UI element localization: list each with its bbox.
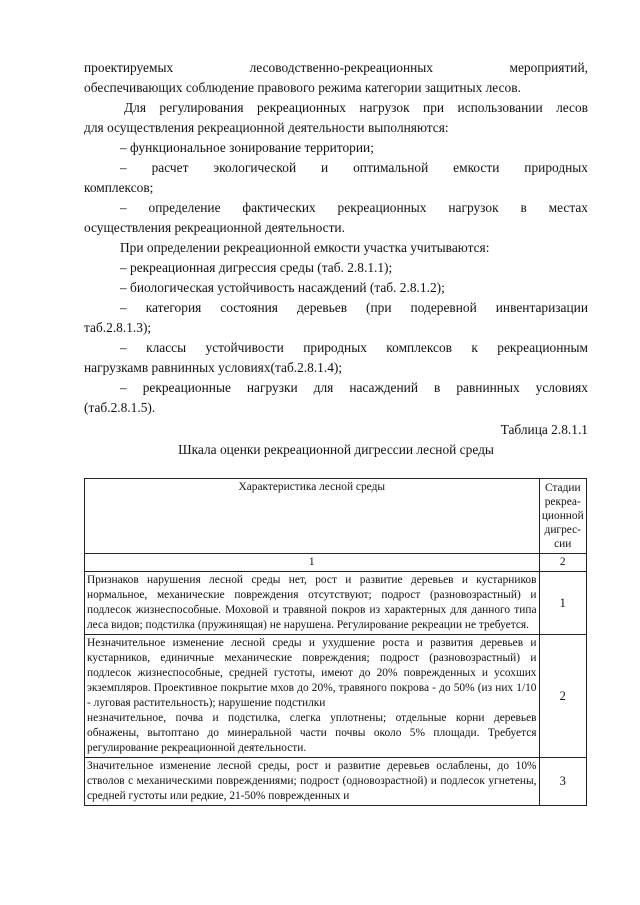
table-row <box>85 758 587 806</box>
list-item-classes-line-1: – классы устойчивости природных комплексов к рекреационным <box>120 340 588 355</box>
list-item-classes-line-2: нагрузкамв равнинных условиях(таб.2.8.1.4); <box>84 360 343 375</box>
stage-cell: 1 <box>539 572 586 635</box>
list-item-zoning: – функциональное зонирование территории; <box>120 140 374 155</box>
column-number-2: 2 <box>539 554 586 572</box>
list-item-stands-line-2: (таб.2.8.1.5). <box>84 400 156 415</box>
characteristic-cell: Значительное изменение лесной среды, рост и развитие деревьев ослаблены, до 10% стволов с механическими повреждениями; подрост (одновозрастной) и подлесок угнетены, средней густоты или редкие, 21-50% поврежденных и <box>85 758 540 806</box>
list-item-capacity-line-1: – расчет экологической и оптимальной емкости природных <box>120 160 588 175</box>
intro-line-1: проектируемых лесоводственно-рекреационных мероприятий, <box>84 60 588 75</box>
stage-cell: 2 <box>539 635 586 758</box>
capacity-paragraph: При определении рекреационной емкости участка учитываются: <box>120 240 490 255</box>
header-digression-stage: Стадии рекреа-ционной дигрес-сии <box>539 479 586 554</box>
digression-table <box>84 478 587 806</box>
list-item-trees-line-1: – категория состояния деревьев (при подеревной инвентаризации <box>120 300 588 315</box>
characteristic-cell: Признаков нарушения лесной среды нет, рост и развитие деревьев и кустарников нормальное, механические повреждения отсутствуют; подрост (разновозрастный) и подлесок жизнеспособные. Моховой и травяной покров из характерных для данного типа леса видов; подстилка (пружинящая) не нарушена. Регулирование рекреации не требуется. <box>85 572 540 635</box>
list-item-bio: – биологическая устойчивость насаждений (таб. 2.8.1.2); <box>120 280 445 295</box>
intro-line-2: обеспечивающих соблюдение правового режима категории защитных лесов. <box>84 80 521 95</box>
regulation-paragraph-line-1: Для регулирования рекреационных нагрузок при использовании лесов <box>124 100 588 115</box>
list-item-stands-line-1: – рекреационные нагрузки для насаждений в равнинных условиях <box>120 380 588 395</box>
list-item-capacity-line-2: комплексов; <box>84 180 154 195</box>
column-number-1: 1 <box>85 554 540 572</box>
list-item-loads-line-1: – определение фактических рекреационных нагрузок в местах <box>120 200 588 215</box>
table-label: Таблица 2.8.1.1 <box>500 422 588 437</box>
header-forest-characteristic: Характеристика лесной среды <box>85 479 540 554</box>
list-item-digression: – рекреационная дигрессия среды (таб. 2.8.1.1); <box>120 260 393 275</box>
column-number-row <box>85 554 587 572</box>
table-title: Шкала оценки рекреационной дигрессии лесной среды <box>178 442 494 457</box>
table-row <box>85 572 587 635</box>
table-header-row <box>85 479 587 554</box>
document-page <box>84 58 588 460</box>
list-item-loads-line-2: осуществления рекреационной деятельности. <box>84 220 345 235</box>
stage-cell: 3 <box>539 758 586 806</box>
characteristic-text-part-2: незначительное, почва и подстилка, слегка уплотнены; отдельные корни деревьев обнажены, вытоптано до минеральной части почвы около 5% площади. Требуется регулирование рекреационной деятельности. <box>87 712 537 754</box>
regulation-paragraph-line-2: для осуществления рекреационной деятельности выполняются: <box>84 120 449 135</box>
table-row <box>85 635 587 758</box>
list-item-trees-line-2: таб.2.8.1.3); <box>84 320 152 335</box>
characteristic-text-part-1: Незначительное изменение лесной среды и ухудшение роста и развития деревьев и кустарников, единичные механические повреждения; подрост (разновозрастный) и подлесок жизнеспособные, средней густоты, имеют до 20% поврежденных и усохших экземпляров. Проективное покрытие мхов до 20%, травяного покрова - до 50% (из них 1/10 - луговая растительность); нарушение подстилки <box>87 637 537 709</box>
characteristic-cell <box>85 635 540 758</box>
